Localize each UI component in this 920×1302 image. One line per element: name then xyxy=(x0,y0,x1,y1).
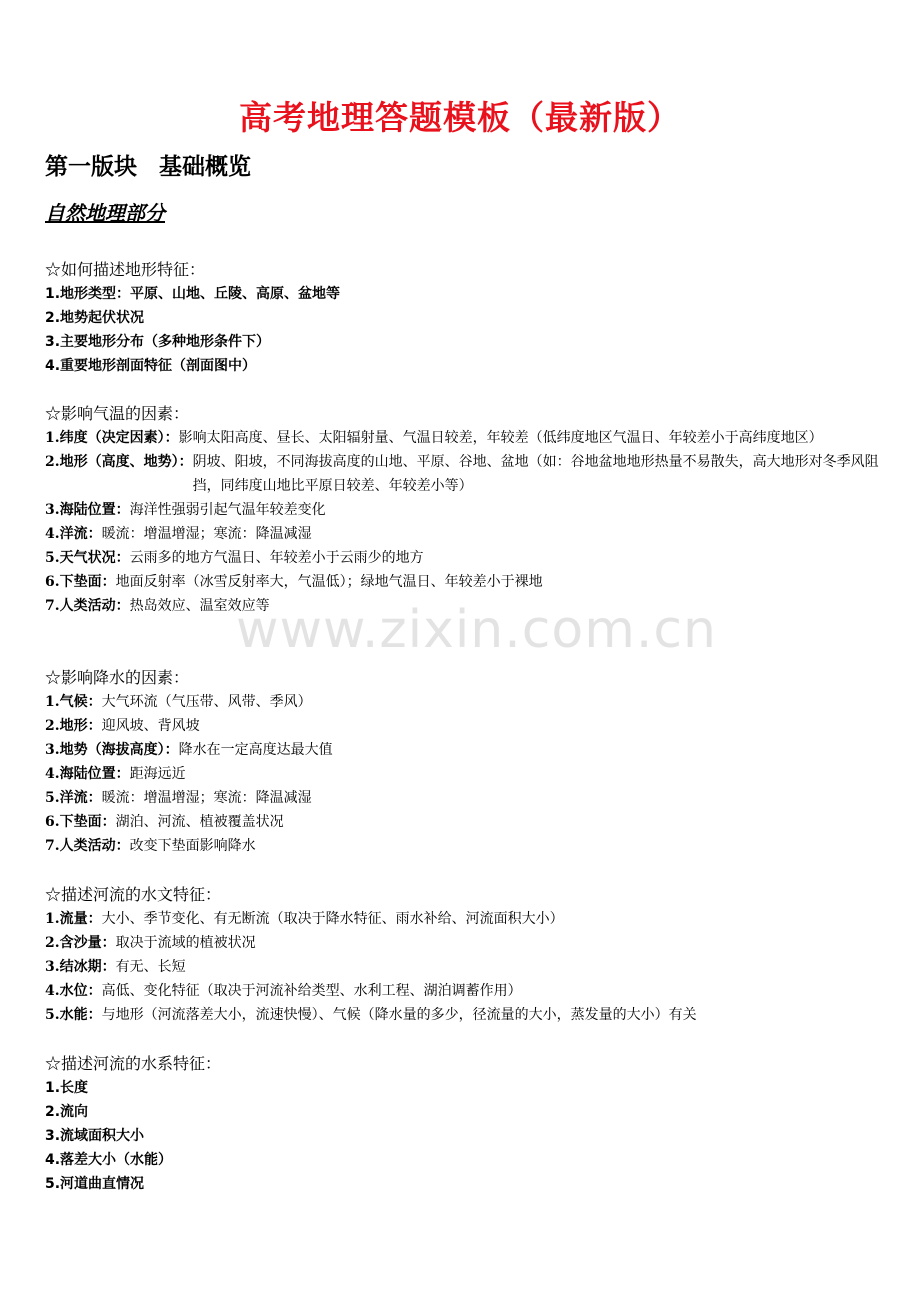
section-terrain xyxy=(45,258,885,378)
item-label: 人类活动： xyxy=(59,598,130,614)
list-item xyxy=(45,1003,885,1027)
item-number: 5. xyxy=(45,790,60,806)
item-text: 阴坡、阳坡，不同海拔高度的山地、平原、谷地、盆地（如：谷地盆地地形热量不易散失，高大地形对冬季风阻挡，同纬度山地比平原日较差、年较差小等） xyxy=(192,454,879,494)
list-item xyxy=(45,450,885,498)
item-number: 3. xyxy=(45,502,60,518)
item-number: 6. xyxy=(45,814,60,830)
item-number: 4. xyxy=(45,526,60,542)
item-text: 大小、季节变化、有无断流（取决于降水特征、雨水补给、河流面积大小） xyxy=(101,911,564,927)
list-item xyxy=(45,907,885,931)
list-item xyxy=(45,738,885,762)
list-item: 3.流域面积大小 xyxy=(45,1128,145,1144)
list-item xyxy=(45,834,885,858)
item-number: 3. xyxy=(45,959,60,975)
list-item xyxy=(45,762,885,786)
item-label: 水能： xyxy=(59,1007,102,1023)
list-item xyxy=(45,810,885,834)
list-item: 4.重要地形剖面特征（剖面图中） xyxy=(45,358,257,374)
item-label: 洋流： xyxy=(59,790,102,806)
list-item xyxy=(45,955,885,979)
item-label: 下垫面： xyxy=(59,574,116,590)
item-number: 1. xyxy=(45,430,60,446)
item-text: 取决于流域的植被状况 xyxy=(115,935,256,951)
list-item xyxy=(45,546,885,570)
item-number: 1. xyxy=(45,911,60,927)
item-label: 气候： xyxy=(59,694,102,710)
item-label: 含沙量： xyxy=(59,935,116,951)
item-label: 海陆位置： xyxy=(59,502,130,518)
watermark: www.zixin.com.cn xyxy=(236,600,717,660)
item-text: 暖流：增温增湿；寒流：降温减湿 xyxy=(101,526,312,542)
item-text: 降水在一定高度达最大值 xyxy=(178,742,333,758)
list-item: 1.长度 xyxy=(45,1080,89,1096)
item-text: 高低、变化特征（取决于河流补给类型、水利工程、湖泊调蓄作用） xyxy=(101,983,522,999)
block-label: 第一版块 xyxy=(45,154,137,180)
list-item xyxy=(45,786,885,810)
list-item xyxy=(45,931,885,955)
item-number: 7. xyxy=(45,598,60,614)
item-text: 海洋性强弱引起气温年较差变化 xyxy=(129,502,326,518)
page-title: 高考地理答题模板（最新版） xyxy=(239,98,681,137)
item-text: 迎风坡、背风坡 xyxy=(101,718,200,734)
list-item: 1.地形类型：平原、山地、丘陵、高原、盆地等 xyxy=(45,286,341,302)
list-item xyxy=(45,426,885,450)
section-heading: ☆影响降水的因素： xyxy=(45,668,190,687)
item-label: 流量： xyxy=(59,911,102,927)
list-item: 5.河道曲直情况 xyxy=(45,1176,145,1192)
item-label: 水位： xyxy=(59,983,102,999)
item-label: 下垫面： xyxy=(59,814,116,830)
item-number: 2. xyxy=(45,935,60,951)
list-item xyxy=(45,690,885,714)
item-label: 天气状况： xyxy=(59,550,130,566)
item-label: 地形（高度、地势）： xyxy=(59,454,193,470)
list-item: 2.流向 xyxy=(45,1104,89,1120)
block-name: 基础概览 xyxy=(159,154,251,180)
item-text: 湖泊、河流、植被覆盖状况 xyxy=(115,814,284,830)
item-text: 大气环流（气压带、风带、季风） xyxy=(101,694,312,710)
item-label: 人类活动： xyxy=(59,838,130,854)
item-label: 地形： xyxy=(59,718,102,734)
item-label: 洋流： xyxy=(59,526,102,542)
item-label: 海陆位置： xyxy=(59,766,130,782)
list-item xyxy=(45,594,885,618)
list-item xyxy=(45,522,885,546)
item-text: 有无、长短 xyxy=(115,959,186,975)
section-temperature xyxy=(45,402,885,618)
list-item xyxy=(45,979,885,1003)
item-label: 地势（海拔高度）： xyxy=(59,742,179,758)
list-item: 4.落差大小（水能） xyxy=(45,1152,173,1168)
item-number: 2. xyxy=(45,454,60,470)
item-text: 云雨多的地方气温日、年较差小于云雨少的地方 xyxy=(129,550,424,566)
section-precipitation xyxy=(45,666,885,858)
item-number: 3. xyxy=(45,742,60,758)
item-text: 距海远近 xyxy=(129,766,186,782)
item-text: 热岛效应、温室效应等 xyxy=(129,598,270,614)
item-number: 5. xyxy=(45,1007,60,1023)
list-item: 2.地势起伏状况 xyxy=(45,310,145,326)
item-number: 7. xyxy=(45,838,60,854)
item-number: 5. xyxy=(45,550,60,566)
item-number: 4. xyxy=(45,766,60,782)
item-label: 纬度（决定因素）： xyxy=(59,430,179,446)
item-number: 4. xyxy=(45,983,60,999)
section-heading: ☆描述河流的水系特征： xyxy=(45,1054,222,1073)
section-heading: ☆如何描述地形特征： xyxy=(45,260,206,279)
part-heading: 自然地理部分 xyxy=(45,201,165,225)
list-item xyxy=(45,570,885,594)
block-heading xyxy=(45,148,251,181)
section-heading: ☆描述河流的水文特征： xyxy=(45,885,222,904)
item-number: 2. xyxy=(45,718,60,734)
item-number: 6. xyxy=(45,574,60,590)
item-text: 地面反射率（冰雪反射率大，气温低）；绿地气温日、年较差小于裸地 xyxy=(115,574,543,590)
item-text: 暖流：增温增湿；寒流：降温减湿 xyxy=(101,790,312,806)
section-heading: ☆影响气温的因素： xyxy=(45,404,190,423)
item-text: 影响太阳高度、昼长、太阳辐射量、气温日较差，年较差（低纬度地区气温日、年较差小于高纬度地区） xyxy=(178,430,823,446)
item-label: 结冰期： xyxy=(59,959,116,975)
list-item xyxy=(45,498,885,522)
item-text: 改变下垫面影响降水 xyxy=(129,838,256,854)
section-hydrology xyxy=(45,883,885,1027)
list-item: 3.主要地形分布（多种地形条件下） xyxy=(45,334,271,350)
item-text: 与地形（河流落差大小，流速快慢）、气候（降水量的多少，径流量的大小，蒸发量的大小）有关 xyxy=(101,1007,697,1023)
list-item xyxy=(45,714,885,738)
item-number: 1. xyxy=(45,694,60,710)
section-river-system xyxy=(45,1052,885,1196)
